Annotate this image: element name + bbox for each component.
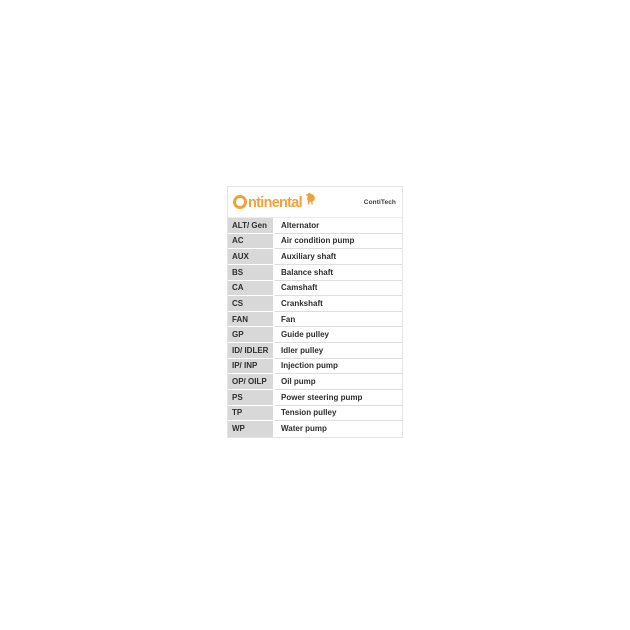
rearing-horse-icon (306, 192, 317, 210)
description-cell: Guide pulley (275, 327, 402, 343)
abbreviation-cell: ALT/ Gen (228, 218, 273, 234)
abbreviation-cell: PS (228, 390, 273, 406)
table-row (228, 296, 402, 312)
contitech-label: ContiTech (363, 198, 396, 206)
abbreviation-cell: CA (228, 281, 273, 297)
abbreviation-cell: CS (228, 296, 273, 312)
description-cell: Water pump (275, 421, 402, 437)
table-row (228, 359, 402, 375)
description-cell: Alternator (275, 218, 402, 234)
description-cell: Air condition pump (275, 234, 402, 250)
table-row (228, 390, 402, 406)
description-cell: Balance shaft (275, 265, 402, 281)
description-cell: Camshaft (275, 281, 402, 297)
table-row (228, 218, 402, 234)
description-cell: Tension pulley (275, 406, 402, 422)
abbreviation-cell: GP (228, 327, 273, 343)
abbreviation-table (228, 218, 402, 437)
description-cell: Auxiliary shaft (275, 249, 402, 265)
description-cell: Power steering pump (275, 390, 402, 406)
abbreviation-cell: BS (228, 265, 273, 281)
description-cell: Crankshaft (275, 296, 402, 312)
continental-logo (233, 195, 317, 210)
description-cell: Fan (275, 312, 402, 328)
table-row (228, 406, 402, 422)
table-row (228, 312, 402, 328)
abbreviation-cell: AUX (228, 249, 273, 265)
table-row (228, 343, 402, 359)
abbreviation-cell: AC (228, 234, 273, 250)
abbreviation-cell: OP/ OILP (228, 374, 273, 390)
brand-wordmark: ntinental (247, 193, 302, 211)
table-row (228, 327, 402, 343)
abbreviation-cell: IP/ INP (228, 359, 273, 375)
table-row (228, 421, 402, 437)
abbreviation-cell: ID/ IDLER (228, 343, 273, 359)
description-cell: Injection pump (275, 359, 402, 375)
table-row (228, 249, 402, 265)
abbreviation-cell: FAN (228, 312, 273, 328)
description-cell: Idler pulley (275, 343, 402, 359)
abbreviation-cell: TP (228, 406, 273, 422)
table-row (228, 374, 402, 390)
continental-c-ring-icon (233, 195, 247, 209)
description-cell: Oil pump (275, 374, 402, 390)
table-row (228, 281, 402, 297)
table-row (228, 234, 402, 250)
brand-header (228, 187, 402, 218)
legend-panel (227, 186, 403, 438)
table-row (228, 265, 402, 281)
abbreviation-cell: WP (228, 421, 273, 437)
